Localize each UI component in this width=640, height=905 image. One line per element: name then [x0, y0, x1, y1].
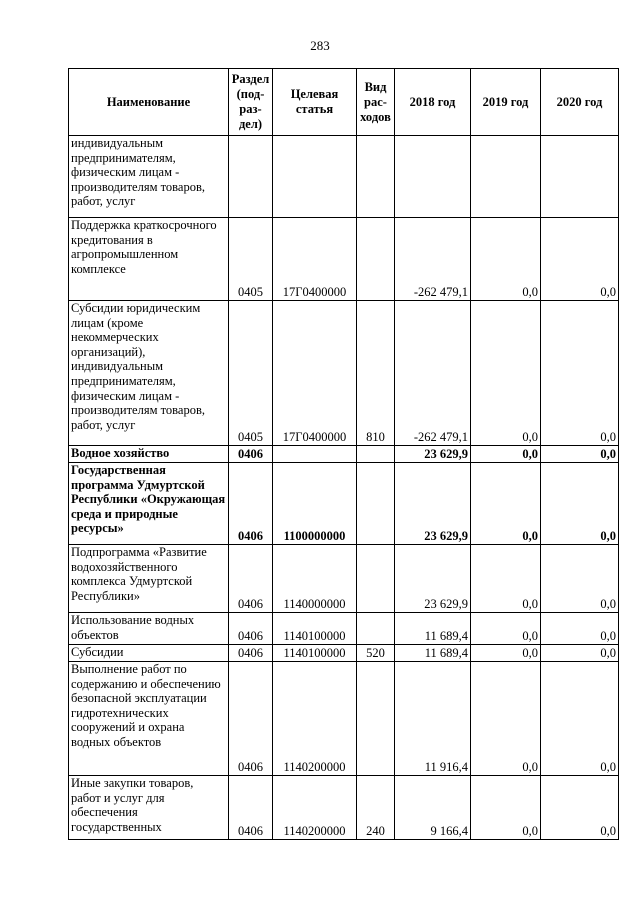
row-type [357, 662, 395, 776]
row-target: 1140100000 [273, 613, 357, 645]
header-target: Целевая статья [273, 69, 357, 136]
row-2020: 0,0 [541, 662, 619, 776]
row-target: 1140100000 [273, 645, 357, 662]
row-2020: 0,0 [541, 776, 619, 840]
table-row [69, 446, 619, 463]
table-row [69, 301, 619, 446]
row-section: 0406 [229, 776, 273, 840]
header-section: Раздел (под-раз-дел) [229, 69, 273, 136]
row-type [357, 545, 395, 613]
row-2018: 23 629,9 [395, 463, 471, 545]
table-row [69, 545, 619, 613]
page-number: 283 [310, 38, 330, 53]
row-2020: 0,0 [541, 613, 619, 645]
header-type: Вид рас-ходов [357, 69, 395, 136]
row-2018: 11 916,4 [395, 662, 471, 776]
row-2020: 0,0 [541, 463, 619, 545]
row-2018: 23 629,9 [395, 545, 471, 613]
row-name: Иные закупки товаров, работ и услуг для обеспечения государственных [69, 776, 229, 840]
header-2018: 2018 год [395, 69, 471, 136]
row-2019: 0,0 [471, 463, 541, 545]
row-name: Использование водных объектов [69, 613, 229, 645]
row-2020: 0,0 [541, 446, 619, 463]
row-target: 1100000000 [273, 463, 357, 545]
row-type [357, 613, 395, 645]
budget-table [68, 68, 619, 840]
row-name: Субсидии [69, 645, 229, 662]
row-target: 1140200000 [273, 662, 357, 776]
row-2018: 11 689,4 [395, 645, 471, 662]
row-2019: 0,0 [471, 446, 541, 463]
header-2020: 2020 год [541, 69, 619, 136]
row-section: 0406 [229, 645, 273, 662]
row-2019: 0,0 [471, 545, 541, 613]
row-2019: 0,0 [471, 613, 541, 645]
header-name: Наименование [69, 69, 229, 136]
table-row [69, 613, 619, 645]
row-type [357, 218, 395, 301]
row-2020 [541, 136, 619, 218]
row-target: 1140200000 [273, 776, 357, 840]
row-section: 0406 [229, 613, 273, 645]
row-2020: 0,0 [541, 218, 619, 301]
row-name: Подпрограмма «Развитие водохозяйственного комплекса Удмуртской Республики» [69, 545, 229, 613]
row-type: 240 [357, 776, 395, 840]
row-2019: 0,0 [471, 662, 541, 776]
row-2018: 23 629,9 [395, 446, 471, 463]
row-2018: 9 166,4 [395, 776, 471, 840]
row-2019: 0,0 [471, 218, 541, 301]
row-section: 0405 [229, 218, 273, 301]
row-2019: 0,0 [471, 776, 541, 840]
row-2018: -262 479,1 [395, 218, 471, 301]
row-section: 0405 [229, 301, 273, 446]
row-name: Выполнение работ по содержанию и обеспечению безопасной эксплуатации гидротехнических сооружений и охрана водных объектов [69, 662, 229, 776]
row-name: индивидуальным предпринимателям, физическим лицам - производителям товаров, работ, услуг [69, 136, 229, 218]
row-2018 [395, 136, 471, 218]
row-section: 0406 [229, 545, 273, 613]
row-section [229, 136, 273, 218]
table-row [69, 662, 619, 776]
row-2019: 0,0 [471, 301, 541, 446]
row-2018: 11 689,4 [395, 613, 471, 645]
table-row [69, 645, 619, 662]
row-2020: 0,0 [541, 545, 619, 613]
table-row [69, 218, 619, 301]
table-header-row [69, 69, 619, 136]
row-2019: 0,0 [471, 645, 541, 662]
table-row [69, 463, 619, 545]
row-type [357, 446, 395, 463]
row-type [357, 136, 395, 218]
row-section: 0406 [229, 662, 273, 776]
row-target [273, 136, 357, 218]
row-section: 0406 [229, 446, 273, 463]
row-target: 1140000000 [273, 545, 357, 613]
row-type: 520 [357, 645, 395, 662]
table-row [69, 776, 619, 840]
row-name: Государственная программа Удмуртской Республики «Окружающая среда и природные ресурсы» [69, 463, 229, 545]
row-name: Субсидии юридическим лицам (кроме некоммерческих организаций), индивидуальным предпринимателям, физическим лицам - производителям товаров, работ, услуг [69, 301, 229, 446]
row-target: 17Г0400000 [273, 301, 357, 446]
row-2018: -262 479,1 [395, 301, 471, 446]
row-type [357, 463, 395, 545]
row-name: Водное хозяйство [69, 446, 229, 463]
row-section: 0406 [229, 463, 273, 545]
row-2020: 0,0 [541, 301, 619, 446]
header-2019: 2019 год [471, 69, 541, 136]
row-target [273, 446, 357, 463]
row-name: Поддержка краткосрочного кредитования в агропромышленном комплексе [69, 218, 229, 301]
row-target: 17Г0400000 [273, 218, 357, 301]
row-2019 [471, 136, 541, 218]
row-2020: 0,0 [541, 645, 619, 662]
row-type: 810 [357, 301, 395, 446]
table-row [69, 136, 619, 218]
